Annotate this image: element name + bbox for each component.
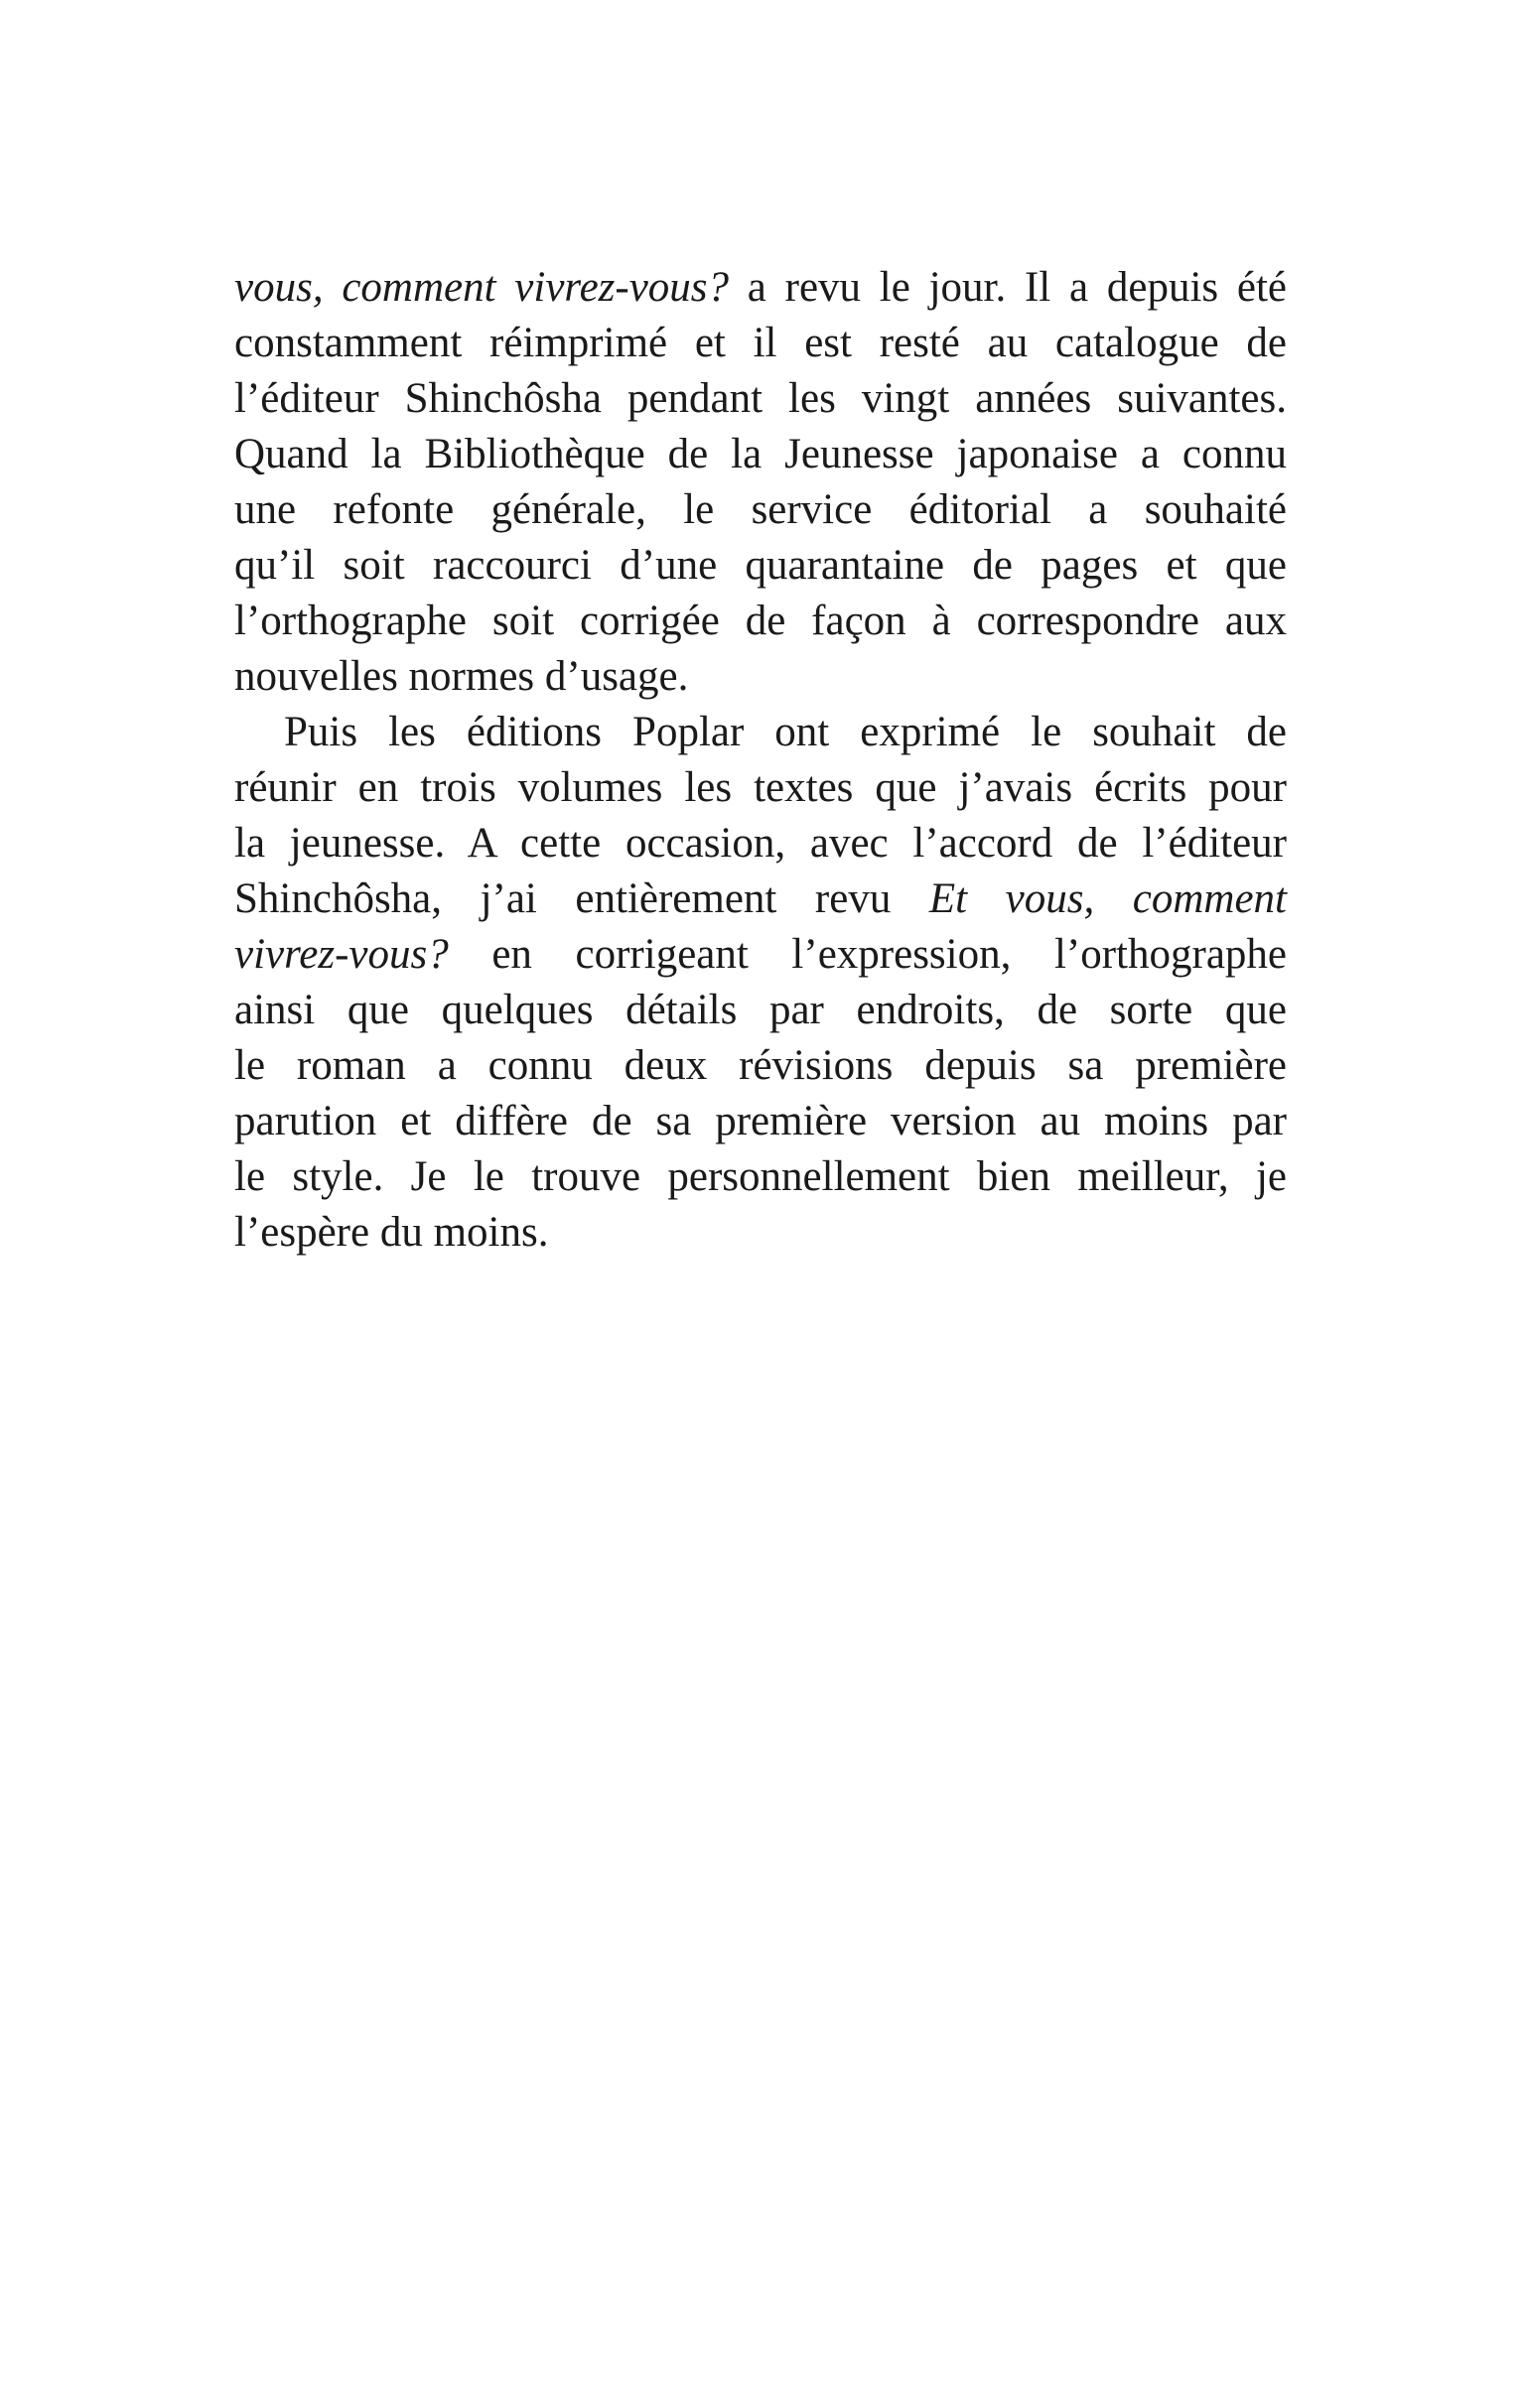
text-line: Quand la Bibliothèque de la Jeunesse japonaise a connu bbox=[234, 431, 1287, 477]
body-text bbox=[234, 260, 1287, 1261]
italic-title: vous, comment vivrez-vous? bbox=[234, 264, 730, 311]
text-line: ainsi que quelques détails par endroits, de sorte que bbox=[234, 987, 1287, 1033]
text-span: en corrigeant l’expression, l’orthographe bbox=[448, 931, 1287, 978]
text-line: le roman a connu deux révisions depuis sa première bbox=[234, 1042, 1287, 1089]
text-span: Shinchôsha, j’ai entièrement revu bbox=[234, 875, 929, 922]
text-line: nouvelles normes d’usage. bbox=[234, 653, 689, 700]
text-line bbox=[234, 871, 1287, 927]
italic-title: vivrez-vous? bbox=[234, 931, 449, 978]
text-line bbox=[234, 260, 1287, 316]
paragraph-2 bbox=[234, 705, 1287, 1261]
text-line: l’éditeur Shinchôsha pendant les vingt années suivantes. bbox=[234, 375, 1287, 422]
text-line: la jeunesse. A cette occasion, avec l’accord de l’éditeur bbox=[234, 820, 1287, 867]
text-line: Puis les éditions Poplar ont exprimé le souhait de bbox=[284, 709, 1287, 755]
italic-title: Et vous, comment bbox=[928, 875, 1288, 922]
text-line: une refonte générale, le service éditorial a souhaité bbox=[234, 486, 1287, 533]
text-span: a revu le jour. Il a depuis été bbox=[729, 264, 1287, 311]
paragraph-1 bbox=[234, 260, 1287, 705]
text-line: l’espère du moins. bbox=[234, 1209, 549, 1256]
text-line: qu’il soit raccourci d’une quarantaine de pages et que bbox=[234, 542, 1287, 589]
text-line: l’orthographe soit corrigée de façon à correspondre aux bbox=[234, 598, 1287, 644]
text-line: constamment réimprimé et il est resté au catalogue de bbox=[234, 320, 1287, 366]
text-line: parution et diffère de sa première version au moins par bbox=[234, 1098, 1287, 1144]
text-line bbox=[234, 927, 1287, 983]
text-line: le style. Je le trouve personnellement bien meilleur, je bbox=[234, 1153, 1287, 1200]
text-line: réunir en trois volumes les textes que j’avais écrits pour bbox=[234, 764, 1287, 811]
